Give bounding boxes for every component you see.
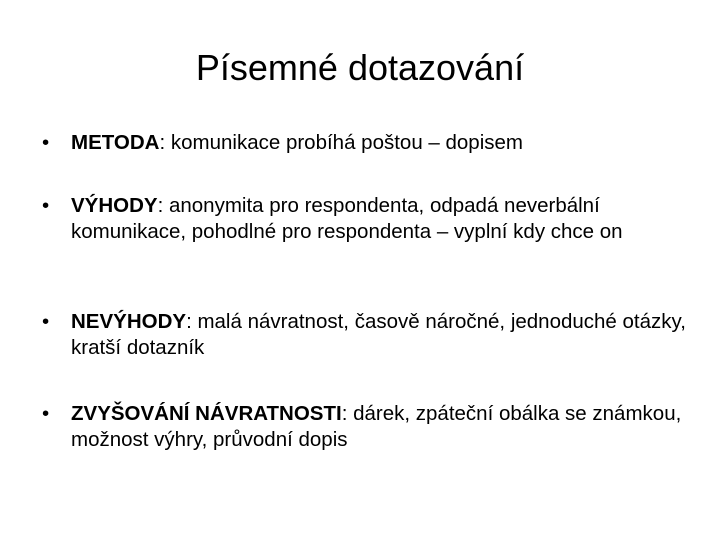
bullet-item-vyhody xyxy=(42,193,711,245)
bullet-text: : anonymita pro respondenta, odpadá neverbální komunikace, pohodlné pro respondenta – vyplní kdy chce on xyxy=(71,194,623,243)
bullet-item-zvysovani-navratnosti xyxy=(42,401,711,453)
bullet-item-metoda xyxy=(42,130,711,156)
bullet-term: VÝHODY xyxy=(71,194,158,217)
bullet-term: NEVÝHODY xyxy=(71,310,187,333)
bullet-icon: • xyxy=(42,310,50,333)
bullet-term: METODA xyxy=(71,131,160,154)
bullet-item-nevyhody xyxy=(42,309,711,361)
bullet-icon: • xyxy=(42,194,50,217)
bullet-text: : malá návratnost, časově náročné, jednoduché otázky, kratší dotazník xyxy=(71,310,686,359)
bullet-icon: • xyxy=(42,402,50,425)
bullet-term: ZVYŠOVÁNÍ NÁVRATNOSTI xyxy=(71,402,342,425)
slide-title: Písemné dotazování xyxy=(195,47,525,88)
bullet-text: : komunikace probíhá poštou – dopisem xyxy=(159,131,523,154)
bullet-icon: • xyxy=(42,131,50,154)
bullet-text: : dárek, zpáteční obálka se známkou, možnost výhry, průvodní dopis xyxy=(71,402,682,451)
